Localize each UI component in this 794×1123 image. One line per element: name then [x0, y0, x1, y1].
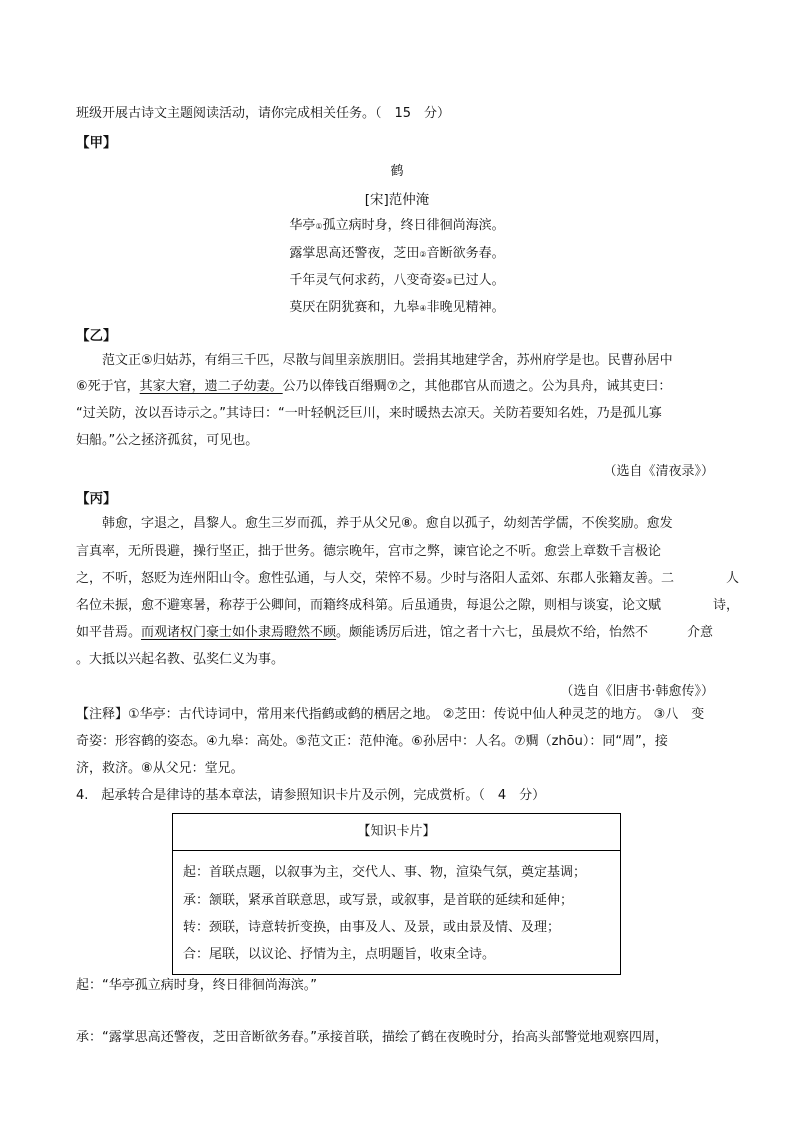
yi-source: （选自《清夜录》）: [603, 464, 714, 479]
poem-author: [宋]范仲淹: [364, 192, 430, 208]
bing-text: 。颇能诱厉后进，馆之者十六七，虽晨炊不给，怡然不 介意: [336, 625, 714, 640]
notes-line: 济，救济。⑧从父兄：堂兄。: [76, 761, 244, 776]
card-item-he: 合：尾联，以议论、抒情为主，点明题旨，收束全诗。: [183, 947, 496, 962]
intro-instruction: 班级开展古诗文主题阅读活动，请你完成相关任务。（ 15 分）: [76, 106, 451, 121]
bing-underlined-sentence: 而观诸权门豪士如仆隶焉瞪然不顾: [141, 625, 337, 640]
poem-line: [0, 214, 794, 233]
poem-note-mark: ③: [445, 277, 453, 286]
example-qi: 起：“华亭孤立病时身，终日徘徊尚海滨。”: [76, 978, 317, 993]
bing-text: 如平昔焉。: [76, 625, 142, 640]
poem-line-1b: 孤立病时身，终日徘徊尚海滨。: [322, 218, 505, 233]
section-label-jia: 【甲】: [76, 135, 117, 151]
example-cheng: 承：“露掌思高还警夜，芝田音断欲务春。”承接首联，描绘了鹤在夜晚时分，抬高头部警觉地观察四周，: [76, 1030, 668, 1045]
bing-paragraph-line: 之，不听，怒贬为连州阳山令。愈性弘通，与人交，荣悴不易。少时与洛阳人孟郊、东郡人张籍友善。二 人: [76, 571, 740, 586]
yi-paragraph-line: 妇船。”公之拯济孤贫，可见也。: [76, 433, 259, 448]
card-item-cheng: 承：颔联，紧承首联意思，或写景，或叙事，是首联的延续和延伸；: [183, 893, 574, 908]
notes-line: 奇姿：形容鹤的姿态。④九皋：高处。⑤范文正：范仲淹。⑥孙居中：人名。⑦赒（zhōu）：同“周”，接: [76, 734, 668, 749]
notes-line: 【注释】①华亭：古代诗词中，常用来代指鹤或鹤的栖居之地。 ②芝田：传说中仙人种灵芝的地方。 ③八 变: [76, 707, 705, 722]
bing-paragraph-line: 名位未振，愈不避寒暑，称荐于公卿间，而籍终成科第。后虽通贵，每退公之隙，则相与谈宴，论文赋 诗，: [76, 598, 740, 613]
poem-line-2a: 露掌思高还警夜，芝田: [289, 246, 420, 261]
poem-line-3a: 千年灵气何求药，八变奇姿: [289, 273, 446, 288]
knowledge-card-body: [172, 851, 621, 975]
poem-line: [0, 242, 794, 261]
yi-paragraph-line: [76, 378, 671, 396]
yi-text: ⑥死于官，: [76, 379, 140, 394]
bing-paragraph-line: 。大抵以兴起名教、弘奖仁义为事。: [76, 652, 285, 667]
poem-line-2b: 音断欲务春。: [426, 246, 505, 261]
poem-line-3b: 已过人。: [452, 273, 505, 288]
poem-title: 鹤: [390, 164, 404, 179]
poem-note-mark: ①: [315, 222, 323, 231]
bing-source: （选自《旧唐书·韩愈传》）: [560, 684, 714, 699]
poem-line: [0, 296, 794, 315]
poem-note-mark: ②: [419, 250, 427, 259]
yi-text: 公乃以俸钱百缗赒⑦之，其他郡官从而遗之。公为具舟，诫其吏曰：: [282, 379, 672, 394]
yi-underlined-sentence: 其家大窘，遗二子幼妻。: [139, 379, 283, 394]
question-4: 4. 起承转合是律诗的基本章法，请参照知识卡片及示例，完成赏析。（ 4 分）: [76, 788, 546, 803]
yi-paragraph-line: “过关防，汝以吾诗示之。”其诗曰：“一叶轻帆泛巨川，来时暖热去凉天。关防若要知名姓，乃是孤儿寡: [76, 406, 662, 421]
section-label-yi: 【乙】: [76, 328, 117, 344]
poem-line-4a: 莫厌在阴犹赛和，九皋: [289, 300, 420, 315]
bing-paragraph-line: 韩愈，字退之，昌黎人。愈生三岁而孤，养于从父兄⑧。愈自以孤子，幼刻苦学儒，不俟奖励。愈发: [76, 516, 673, 531]
yi-paragraph-line: 范文正⑤归姑苏，有绢三千匹，尽散与闾里亲族朋旧。尝捐其地建学舍，苏州府学是也。民曹孙居中: [76, 353, 673, 368]
card-item-qi: 起：首联点题，以叙事为主，交代人、事、物，渲染气氛，奠定基调；: [183, 865, 587, 880]
poem-line-1a: 华亭: [289, 218, 316, 233]
poem-line-4b: 非晚见精神。: [426, 300, 505, 315]
poem-note-mark: ④: [419, 304, 427, 313]
knowledge-card-title: 【知识卡片】: [172, 813, 621, 851]
section-label-bing: 【丙】: [76, 491, 117, 507]
card-item-zhuan: 转：颈联，诗意转折变换，由事及人、及景，或由景及情、及理；: [183, 920, 561, 935]
bing-paragraph-line: [76, 624, 713, 642]
bing-paragraph-line: 言真率，无所畏避，操行坚正，拙于世务。德宗晚年，宫市之弊，谏官论之不听。愈尝上章数千言极论: [76, 544, 662, 559]
poem-line: [0, 269, 794, 288]
